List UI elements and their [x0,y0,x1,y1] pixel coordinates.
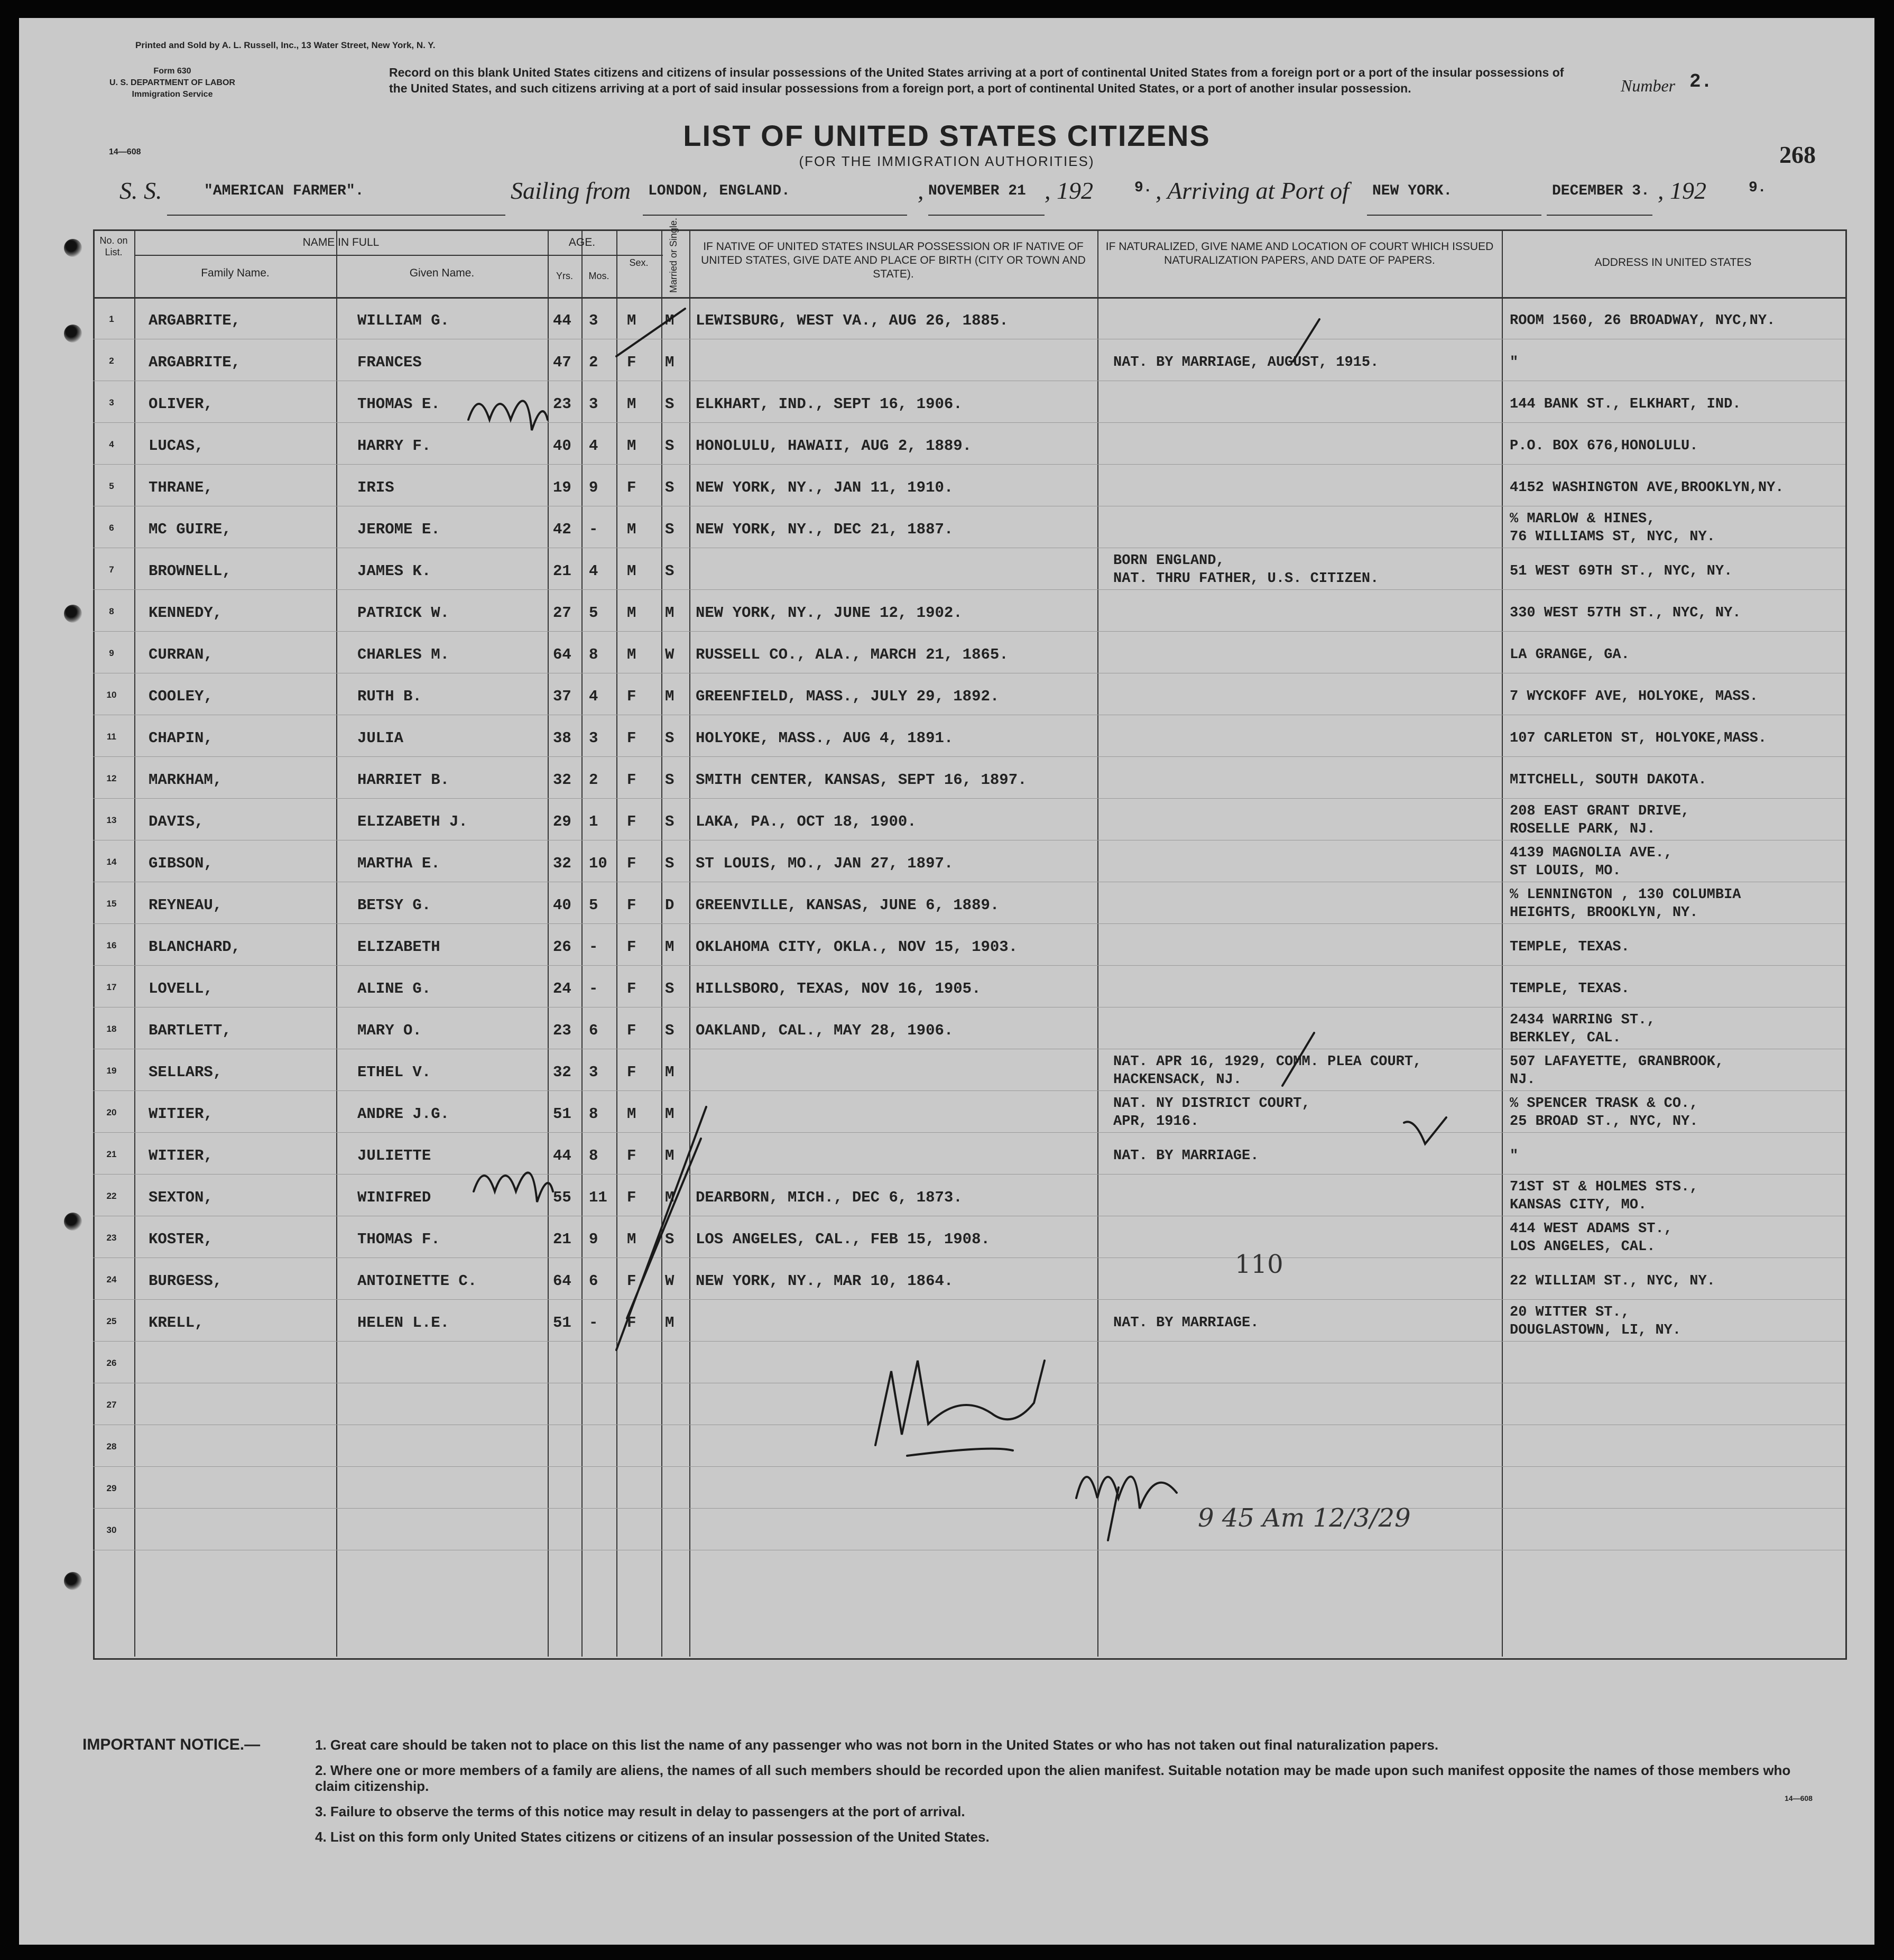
col-naturalized-header: IF NATURALIZED, GIVE NAME AND LOCATION OF COURT WHICH ISSUED NATURALIZATION PAPERS, AND DATE OF PAPERS. [1105,241,1494,266]
row-22-address-line: 71ST ST & HOLMES STS., [1510,1179,1698,1195]
check-mark-column [616,309,706,1350]
row-11-sex: F [627,729,636,747]
arrival-year-prefix: , 192 [1658,177,1706,204]
row-19-mos: 3 [589,1064,598,1081]
row-15-address-line: HEIGHTS, BROOKLYN, NY. [1510,905,1698,921]
row-23-sex: M [627,1231,636,1248]
row-11-mos: 3 [589,729,598,747]
row-1-birth: LEWISBURG, WEST VA., AUG 26, 1885. [696,312,1009,329]
row-8-address-line: 330 WEST 57TH ST., NYC, NY. [1510,605,1741,621]
verification-check [1282,319,1446,1144]
row-19-sex: F [627,1064,636,1081]
row-24-given: ANTOINETTE C. [357,1272,477,1290]
punch-hole [64,1572,82,1590]
row-18-address-line: 2434 WARRING ST., [1510,1012,1656,1028]
row-10-ms: M [665,688,675,705]
row-21-ms: M [665,1147,675,1164]
row-24-address-line: 22 WILLIAM ST., NYC, NY. [1510,1273,1715,1289]
row-24-mos: 6 [589,1272,598,1290]
ship-name: "AMERICAN FARMER". [204,183,364,199]
number-label: Number [1621,76,1676,95]
col-family-header: Family Name. [201,267,270,279]
row-13-birth: LAKA, PA., OCT 18, 1900. [696,813,917,830]
row-9-no: 9 [109,648,114,658]
row-16-family: BLANCHARD, [149,938,241,956]
row-20-address-line: % SPENCER TRASK & CO., [1510,1096,1698,1112]
row-10-address-line: 7 WYCKOFF AVE, HOLYOKE, MASS. [1510,689,1758,705]
row-15-no: 15 [106,899,117,909]
row-12-family: MARKHAM, [149,771,223,789]
row-4-family: LUCAS, [149,437,204,455]
col-name-in-full-header: NAME IN FULL [302,236,380,248]
arrival-year-suffix: 9. [1749,180,1767,196]
row-13-ms: S [665,813,675,830]
row-21-family: WITIER, [149,1147,213,1164]
row-19-family: SELLARS, [149,1064,223,1081]
row-20-ms: M [665,1105,675,1123]
row-18-sex: F [627,1022,636,1039]
row-3-address-line: 144 BANK ST., ELKHART, IND. [1510,396,1741,412]
row-25-ms: M [665,1314,675,1332]
row-4-address-line: P.O. BOX 676,HONOLULU. [1510,438,1698,454]
row-14-sex: F [627,855,636,872]
row-10-no: 10 [106,690,117,700]
col-address-header: ADDRESS IN UNITED STATES [1594,256,1752,269]
handwritten-annotations [19,18,1874,1709]
row-11-ms: S [665,729,675,747]
row-13-sex: F [627,813,636,830]
row-15-family: REYNEAU, [149,896,223,914]
row-7-no: 7 [109,565,114,575]
manifest-sheet [19,18,1874,1945]
row-18-address-line: BERKLEY, CAL. [1510,1030,1621,1046]
row-6-yrs: 42 [553,521,571,538]
row-8-family: KENNEDY, [149,604,223,622]
row-5-mos: 9 [589,479,598,496]
row-6-birth: NEW YORK, NY., DEC 21, 1887. [696,521,954,538]
notice-item-4: 4. List on this form only United States citizens or citizens of an insular possession of the United States. [315,1829,990,1845]
row-13-address-line: 208 EAST GRANT DRIVE, [1510,803,1690,819]
row-20-mos: 8 [589,1105,598,1123]
row-11-given: JULIA [357,729,404,747]
row-25-address-line: DOUGLASTOWN, LI, NY. [1510,1323,1681,1338]
row-21-address-line: " [1510,1148,1519,1164]
row-3-sex: M [627,395,636,413]
row-1-mos: 3 [589,312,598,329]
row-11-no: 11 [107,732,116,742]
punch-hole [64,239,82,257]
row-8-given: PATRICK W. [357,604,450,622]
row-5-yrs: 19 [553,479,571,496]
row-24-no: 24 [106,1274,117,1284]
arrival-date: DECEMBER 3. [1552,183,1650,199]
row-12-address-line: MITCHELL, SOUTH DAKOTA. [1510,772,1707,788]
row-6-ms: S [665,521,675,538]
row-24-yrs: 64 [553,1272,571,1290]
notice-label: IMPORTANT NOTICE.— [82,1736,261,1753]
row-20-no: 20 [106,1107,117,1117]
ss-label: S. S. [119,177,162,204]
row-2-mos: 2 [589,354,598,371]
row-11-address-line: 107 CARLETON ST, HOLYOKE,MASS. [1510,731,1767,746]
separator-comma: , [918,177,924,204]
row-19-yrs: 32 [553,1064,571,1081]
row-20-nat: NAT. NY DISTRICT COURT, APR, 1916. [1113,1096,1310,1130]
form-number-bottom: 14—608 [1785,1794,1813,1802]
row-4-birth: HONOLULU, HAWAII, AUG 2, 1889. [696,437,972,455]
row-23-no: 23 [106,1233,117,1243]
row-5-sex: F [627,479,636,496]
row-22-birth: DEARBORN, MICH., DEC 6, 1873. [696,1189,963,1206]
row-6-address-line: 76 WILLIAMS ST, NYC, NY. [1510,529,1715,545]
row-10-mos: 4 [589,688,598,705]
col-mos-header: Mos. [588,271,609,281]
row-14-given: MARTHA E. [357,855,440,872]
row-16-yrs: 26 [553,938,571,956]
row-18-given: MARY O. [357,1022,422,1039]
row-7-mos: 4 [589,562,598,580]
row-1-ms: M [665,312,675,329]
row-4-given: HARRY F. [357,437,431,455]
row-11-yrs: 38 [553,729,571,747]
row-20-given: ANDRE J.G. [357,1105,450,1123]
row-16-given: ELIZABETH [357,938,440,956]
row-5-no: 5 [109,481,114,491]
handwritten-time-stamp: 9 45 Am 12/3/29 [1198,1503,1411,1533]
initials-mark [468,401,548,430]
signature-mark [875,1361,1045,1456]
row-19-address-line: 507 LAFAYETTE, GRANBROOK, [1510,1054,1724,1070]
row-23-ms: S [665,1231,675,1248]
row-22-sex: F [627,1189,636,1206]
row-17-given: ALINE G. [357,980,431,997]
row-9-given: CHARLES M. [357,646,450,663]
row-3-yrs: 23 [553,395,571,413]
row-7-given: JAMES K. [357,562,431,580]
row-15-sex: F [627,896,636,914]
row-6-no: 6 [109,523,114,533]
notice-item-3: 3. Failure to observe the terms of this notice may result in delay to passengers at the port of arrival. [315,1804,965,1819]
row-5-ms: S [665,479,675,496]
row-22-address-line: KANSAS CITY, MO. [1510,1197,1647,1213]
row-17-family: LOVELL, [149,980,213,997]
row-6-mos: - [589,521,598,538]
row-24-family: BURGESS, [149,1272,223,1290]
punch-hole [64,1213,82,1231]
row-14-no: 14 [106,857,117,867]
row-10-birth: GREENFIELD, MASS., JULY 29, 1892. [696,688,1000,705]
row-6-sex: M [627,521,636,538]
row-25-no: 25 [106,1316,117,1326]
row-21-mos: 8 [589,1147,598,1164]
arriving-label: , Arriving at Port of [1156,177,1349,204]
col-age-header: AGE. [568,236,596,248]
row-19-address-line: NJ. [1510,1072,1536,1088]
row-25-mos: - [589,1314,598,1332]
row-11-family: CHAPIN, [149,729,213,747]
row-22-no: 22 [106,1191,117,1201]
notice-item-1: 1. Great care should be taken not to place on this list the name of any passenger who was not born in the United States or who has not taken out final naturalization papers. [315,1737,1439,1753]
row-6-family: MC GUIRE, [149,521,232,538]
row-26-no: 26 [106,1358,117,1368]
row-7-ms: S [665,562,675,580]
row-18-family: BARTLETT, [149,1022,232,1039]
record-instructions: Record on this blank United States citizens and citizens of insular possessions of the United States arriving at a port of continental United States from a foreign port or a port of the insular possessions of the United States, and such citizens arriving at a port of said insular possessions from a foreign port, a port of continental United States, or a port of another insular possession. [389,66,1564,95]
row-9-yrs: 64 [553,646,571,663]
row-15-ms: D [665,896,675,914]
row-8-mos: 5 [589,604,598,622]
row-16-birth: OKLAHOMA CITY, OKLA., NOV 15, 1903. [696,938,1018,956]
departure-port: LONDON, ENGLAND. [648,183,790,199]
row-7-nat: BORN ENGLAND, NAT. THRU FATHER, U.S. CITIZEN. [1113,553,1379,587]
col-birth-header: IF NATIVE OF UNITED STATES INSULAR POSSESSION OR IF NATIVE OF UNITED STATES, GIVE DATE AND PLACE OF BIRTH (CITY OR TOWN AND STATE). [701,241,1086,280]
row-17-no: 17 [106,982,117,992]
row-14-address-line: 4139 MAGNOLIA AVE., [1510,845,1673,861]
row-10-sex: F [627,688,636,705]
row-8-sex: M [627,604,636,622]
row-27-no: 27 [106,1400,117,1410]
row-1-family: ARGABRITE, [149,312,241,329]
row-18-mos: 6 [589,1022,598,1039]
form-line-2: U. S. DEPARTMENT OF LABOR [109,78,235,87]
row-9-address-line: LA GRANGE, GA. [1510,647,1630,663]
row-19-no: 19 [106,1066,117,1076]
row-21-given: JULIETTE [357,1147,431,1164]
row-22-yrs: 55 [553,1189,571,1206]
departure-date: NOVEMBER 21 [928,183,1026,199]
row-12-given: HARRIET B. [357,771,450,789]
row-15-birth: GREENVILLE, KANSAS, JUNE 6, 1889. [696,896,1000,914]
number-value: 2. [1689,71,1713,93]
row-19-ms: M [665,1064,675,1081]
row-22-ms: M [665,1189,675,1206]
row-14-address-line: ST LOUIS, MO. [1510,863,1621,879]
row-13-family: DAVIS, [149,813,204,830]
row-17-sex: F [627,980,636,997]
row-24-ms: W [665,1272,675,1290]
punch-hole [64,605,82,623]
row-21-sex: F [627,1147,636,1164]
row-8-yrs: 27 [553,604,571,622]
printer-credit: Printed and Sold by A. L. Russell, Inc., 13 Water Street, New York, N. Y. [135,40,436,50]
row-21-nat: NAT. BY MARRIAGE. [1113,1148,1259,1164]
row-5-birth: NEW YORK, NY., JAN 11, 1910. [696,479,954,496]
sailing-label: Sailing from [511,177,631,204]
row-4-ms: S [665,437,675,455]
punch-hole [64,325,82,343]
row-9-mos: 8 [589,646,598,663]
row-2-address-line: " [1510,355,1519,371]
row-1-address-line: ROOM 1560, 26 BROADWAY, NYC,NY. [1510,313,1776,329]
row-23-mos: 9 [589,1231,598,1248]
row-23-birth: LOS ANGELES, CAL., FEB 15, 1908. [696,1231,990,1248]
row-3-family: OLIVER, [149,395,213,413]
row-17-yrs: 24 [553,980,571,997]
row-5-given: IRIS [357,479,394,496]
row-18-birth: OAKLAND, CAL., MAY 28, 1906. [696,1022,954,1039]
row-29-no: 29 [106,1483,117,1493]
row-4-mos: 4 [589,437,598,455]
row-2-yrs: 47 [553,354,571,371]
row-19-nat: NAT. APR 16, 1929, COMM. PLEA COURT, HACKENSACK, NJ. [1113,1054,1422,1088]
row-17-birth: HILLSBORO, TEXAS, NOV 16, 1905. [696,980,981,997]
row-24-birth: NEW YORK, NY., MAR 10, 1864. [696,1272,954,1290]
row-10-given: RUTH B. [357,688,422,705]
row-30-no: 30 [106,1525,117,1535]
row-1-given: WILLIAM G. [357,312,450,329]
col-sex-header: Sex. [629,257,649,268]
row-20-address-line: 25 BROAD ST., NYC, NY. [1510,1114,1698,1130]
page-title: LIST OF UNITED STATES CITIZENS [683,119,1211,152]
row-7-family: BROWNELL, [149,562,232,580]
row-12-yrs: 32 [553,771,571,789]
departure-year-prefix: , 192 [1045,177,1093,204]
row-9-birth: RUSSELL CO., ALA., MARCH 21, 1865. [696,646,1009,663]
row-1-yrs: 44 [553,312,571,329]
row-20-yrs: 51 [553,1105,571,1123]
row-6-address-line: % MARLOW & HINES, [1510,511,1656,527]
row-21-no: 21 [106,1149,117,1159]
row-23-address-line: LOS ANGELES, CAL. [1510,1239,1656,1255]
row-2-sex: F [627,354,636,371]
row-2-family: ARGABRITE, [149,354,241,371]
row-16-address-line: TEMPLE, TEXAS. [1510,939,1630,955]
row-15-yrs: 40 [553,896,571,914]
row-14-family: GIBSON, [149,855,213,872]
row-14-birth: ST LOUIS, MO., JAN 27, 1897. [696,855,954,872]
row-13-mos: 1 [589,813,598,830]
row-23-address-line: 414 WEST ADAMS ST., [1510,1221,1673,1237]
handwritten-110: 110 [1235,1250,1283,1279]
row-22-mos: 11 [589,1189,607,1206]
row-25-yrs: 51 [553,1314,571,1332]
row-22-family: SEXTON, [149,1189,213,1206]
form-line-3: Immigration Service [132,90,213,99]
row-13-given: ELIZABETH J. [357,813,468,830]
row-12-ms: S [665,771,675,789]
row-18-yrs: 23 [553,1022,571,1039]
row-9-sex: M [627,646,636,663]
row-20-sex: M [627,1105,636,1123]
row-25-sex: F [627,1314,636,1332]
row-3-ms: S [665,395,675,413]
row-9-family: CURRAN, [149,646,213,663]
departure-year-suffix: 9. [1134,180,1152,196]
row-17-ms: S [665,980,675,997]
row-22-given: WINIFRED [357,1189,431,1206]
form-line-1: Form 630 [153,67,191,76]
row-11-birth: HOLYOKE, MASS., AUG 4, 1891. [696,729,954,747]
row-8-birth: NEW YORK, NY., JUNE 12, 1902. [696,604,963,622]
row-1-no: 1 [109,314,114,324]
initials-mark-2 [474,1172,553,1202]
row-13-address-line: ROSELLE PARK, NJ. [1510,821,1656,837]
initials-mark-3 [1076,1477,1177,1541]
row-7-address-line: 51 WEST 69TH ST., NYC, NY. [1510,563,1733,579]
row-14-yrs: 32 [553,855,571,872]
row-8-no: 8 [109,606,114,616]
row-21-yrs: 44 [553,1147,571,1164]
row-12-birth: SMITH CENTER, KANSAS, SEPT 16, 1897. [696,771,1027,789]
row-2-given: FRANCES [357,354,422,371]
row-18-ms: S [665,1022,675,1039]
row-3-mos: 3 [589,395,598,413]
row-23-given: THOMAS F. [357,1231,440,1248]
row-15-mos: 5 [589,896,598,914]
row-3-birth: ELKHART, IND., SEPT 16, 1906. [696,395,963,413]
row-25-nat: NAT. BY MARRIAGE. [1113,1315,1259,1331]
row-23-family: KOSTER, [149,1231,213,1248]
row-12-mos: 2 [589,771,598,789]
row-25-family: KRELL, [149,1314,204,1332]
row-13-no: 13 [106,815,117,825]
col-married-header: Married or Single. [668,217,679,293]
row-14-mos: 10 [589,855,607,872]
row-1-sex: M [627,312,636,329]
row-10-yrs: 37 [553,688,571,705]
arrival-port: NEW YORK. [1372,183,1453,199]
row-9-ms: W [665,646,675,663]
page-subtitle: (FOR THE IMMIGRATION AUTHORITIES) [799,153,1095,169]
col-yrs-header: Yrs. [556,271,573,281]
row-7-sex: M [627,562,636,580]
row-19-given: ETHEL V. [357,1064,431,1081]
row-5-address-line: 4152 WASHINGTON AVE,BROOKLYN,NY. [1510,480,1784,496]
row-24-sex: F [627,1272,636,1290]
row-12-sex: F [627,771,636,789]
row-23-yrs: 21 [553,1231,571,1248]
row-12-no: 12 [106,773,117,783]
row-5-family: THRANE, [149,479,213,496]
row-4-sex: M [627,437,636,455]
row-16-mos: - [589,938,598,956]
row-2-nat: NAT. BY MARRIAGE, AUGUST, 1915. [1113,355,1379,371]
notice-item-2: 2. Where one or more members of a family are aliens, the names of all such members should be recorded upon the alien manifest. Suitable notation may be made upon such manifest opposite the names of those members who claim citizenship. [315,1762,1791,1794]
row-16-no: 16 [106,940,117,950]
row-25-given: HELEN L.E. [357,1314,450,1332]
row-15-address-line: % LENNINGTON , 130 COLUMBIA [1510,887,1741,903]
form-number-top: 14—608 [109,147,141,156]
row-18-no: 18 [106,1024,117,1034]
row-20-family: WITIER, [149,1105,213,1123]
row-3-given: THOMAS E. [357,395,440,413]
row-4-yrs: 40 [553,437,571,455]
row-25-address-line: 20 WITTER ST., [1510,1305,1630,1320]
page-number: 268 [1779,141,1816,168]
row-17-address-line: TEMPLE, TEXAS. [1510,981,1630,997]
row-2-no: 2 [109,356,114,366]
row-15-given: BETSY G. [357,896,431,914]
row-17-mos: - [589,980,598,997]
col-given-header: Given Name. [409,267,475,279]
row-16-sex: F [627,938,636,956]
row-8-ms: M [665,604,675,622]
row-2-ms: M [665,354,675,371]
row-10-family: COOLEY, [149,688,213,705]
row-13-yrs: 29 [553,813,571,830]
row-16-ms: M [665,938,675,956]
row-28-no: 28 [106,1441,117,1451]
row-6-given: JEROME E. [357,521,440,538]
row-14-ms: S [665,855,675,872]
row-4-no: 4 [109,439,114,449]
col-no-header: No. on List. [99,235,128,257]
row-3-no: 3 [109,397,114,408]
row-7-yrs: 21 [553,562,571,580]
